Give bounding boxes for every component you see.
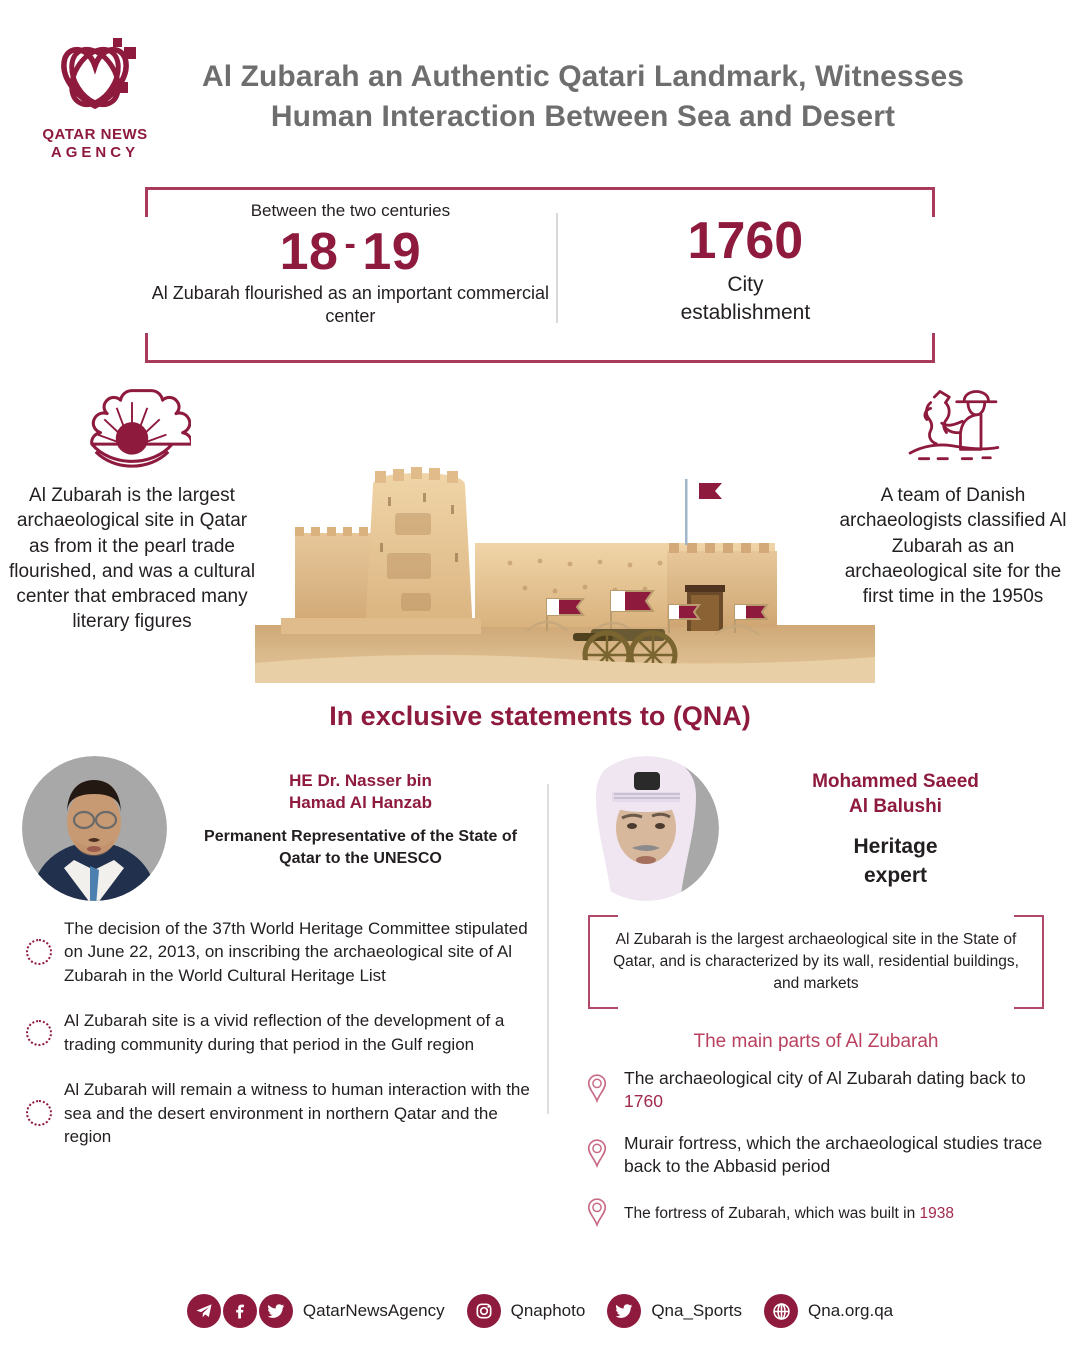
stat-centuries (145, 201, 556, 329)
statement-text: Al Zubarah site is a vivid reflection of the development of a trading community during that period in the Gulf region (64, 1011, 505, 1054)
list-item (574, 1067, 1058, 1114)
band-left-block (8, 383, 256, 635)
social-group-website (764, 1294, 893, 1328)
avatar-nasser-al-hanzab (22, 756, 167, 901)
page-header (0, 0, 1080, 175)
person-left-name-line2: Hamad Al Hanzab (289, 793, 432, 813)
globe-icon[interactable] (764, 1294, 798, 1328)
page-title (156, 57, 1050, 136)
person-left-name-line1: HE Dr. Nasser bin (289, 771, 432, 790)
dotted-circle-bullet-icon (26, 939, 52, 965)
quote-bracket-right (1042, 915, 1044, 1009)
title-line-2: Human Interaction Between Sea and Desert (270, 99, 896, 133)
al-zubarah-fort-photo (255, 393, 875, 683)
social-label-website[interactable]: Qna.org.qa (808, 1301, 894, 1320)
dotted-circle-bullet-icon (26, 1100, 52, 1126)
stat-establishment (556, 201, 935, 327)
bracket-bottom-line (145, 360, 935, 363)
person-left-role: Permanent Representative of the State of Qatar to the UNESCO (204, 828, 517, 867)
statements-list-left (22, 917, 540, 1149)
stats-bracket-box (145, 187, 935, 363)
column-left (22, 756, 540, 1250)
quote-bracket-top-left (588, 915, 618, 917)
social-group-instagram (467, 1294, 608, 1328)
twitter-icon[interactable] (259, 1294, 293, 1328)
list-item (22, 917, 540, 987)
social-label-main[interactable]: QatarNewsAgency (302, 1301, 445, 1320)
bracket-left-bottom-stub (145, 333, 148, 363)
archaeologist-digging-icon (834, 383, 1072, 469)
quote-text: Al Zubarah is the largest archaeological site in the State of Qatar, and is characterized by its wall, residential buildings, and markets (613, 931, 1019, 992)
person-right-name-line2: Al Balushi (849, 795, 942, 817)
establishment-line1: City (727, 273, 764, 296)
avatar-mohammed-al-balushi (574, 756, 719, 901)
logo-text-line2: AGENCY (50, 143, 140, 161)
part-1-text: The archaeological city of Al Zubarah dating back to (624, 1068, 1026, 1088)
person-info-left (181, 756, 540, 870)
social-group-sports (607, 1294, 764, 1328)
facebook-icon[interactable] (223, 1294, 257, 1328)
century-to: 19 (362, 223, 422, 281)
telegram-icon[interactable] (187, 1294, 221, 1328)
twitter-icon[interactable] (607, 1294, 641, 1328)
list-item (574, 1197, 1058, 1232)
person-card-right (574, 756, 1058, 901)
quote-bracket-bottom-right (1014, 1007, 1044, 1009)
person-right-role-line1: Heritage (853, 835, 938, 859)
century-dash: - (344, 225, 357, 263)
social-footer (0, 1294, 1080, 1328)
stat-establishment-description (556, 271, 935, 327)
statements-columns (0, 756, 1080, 1250)
century-from: 18 (279, 223, 339, 281)
social-group-main (187, 1294, 467, 1328)
person-card-left (22, 756, 540, 901)
part-1-year: 1760 (624, 1091, 663, 1112)
band-right-block (834, 383, 1072, 609)
location-pin-icon (586, 1197, 610, 1232)
person-right-role-line2: expert (863, 864, 928, 888)
location-pin-icon (586, 1073, 610, 1108)
title-line-1: Al Zubarah an Authentic Qatari Landmark, Witnesses (201, 59, 965, 93)
quote-bracket-top-right (1014, 915, 1044, 917)
part-3-text: The fortress of Zubarah, which was built in (624, 1204, 920, 1222)
part-text (624, 1132, 1058, 1179)
qna-logo[interactable] (34, 32, 156, 161)
instagram-icon[interactable] (467, 1294, 501, 1328)
quote-bracket-bottom-left (588, 1007, 618, 1009)
list-item (574, 1132, 1058, 1179)
dotted-circle-bullet-icon (26, 1020, 52, 1046)
stat-centuries-value (145, 225, 556, 280)
person-info-right (733, 756, 1058, 891)
establishment-line2: establishment (680, 300, 811, 324)
bracket-top-line (145, 187, 935, 190)
band-right-text: A team of Danish archaeologists classified Al Zubarah as an archaeological site for the first time in the 1950s (839, 485, 1067, 608)
part-3-year: 1938 (919, 1204, 954, 1222)
band-left-text: Al Zubarah is the largest archaeological site in Qatar as from it the pearl trade flourished, and was a cultural center that embraced many literary figures (8, 485, 256, 633)
person-left-name (181, 770, 540, 814)
feature-band (0, 375, 1080, 705)
quote-bracket-left (588, 915, 590, 1009)
person-right-name (733, 770, 1058, 819)
statement-text: Al Zubarah will remain a witness to human interaction with the sea and the desert environment in northern Qatar and the region (64, 1080, 530, 1147)
stat-centuries-description: Al Zubarah flourished as an important commercial center (151, 282, 549, 327)
quote-box (588, 915, 1044, 1009)
logo-text-line1: QATAR NEWS (42, 126, 148, 144)
person-right-role (733, 833, 1058, 891)
list-item (22, 1009, 540, 1056)
part-text (624, 1204, 954, 1225)
social-label-sports[interactable]: Qna_Sports (651, 1301, 743, 1320)
main-parts-title: The main parts of Al Zubarah (693, 1031, 939, 1052)
column-right (540, 756, 1058, 1250)
person-right-name-line1: Mohammed Saeed (812, 771, 979, 792)
bracket-right-bottom-stub (932, 333, 935, 363)
part-text (624, 1067, 1058, 1114)
part-2-text: Murair fortress, which the archaeological studies trace back to the Abbasid period (624, 1132, 1043, 1177)
statement-text: The decision of the 37th World Heritage Committee stipulated on June 22, 2013, on inscribing the archaeological site of Al Zubarah in the World Cultural Heritage List (64, 919, 528, 985)
list-item (22, 1078, 540, 1148)
qna-atom-logo-icon (45, 32, 145, 124)
social-label-instagram[interactable]: Qnaphoto (510, 1301, 586, 1320)
stat-centuries-label: Between the two centuries (250, 201, 451, 220)
main-parts-list (574, 1067, 1058, 1232)
stat-establishment-year: 1760 (687, 212, 804, 270)
exclusive-statements-title: In exclusive statements to (QNA) (329, 701, 751, 731)
pearl-oyster-shell-icon (8, 383, 256, 469)
location-pin-icon (586, 1138, 610, 1173)
